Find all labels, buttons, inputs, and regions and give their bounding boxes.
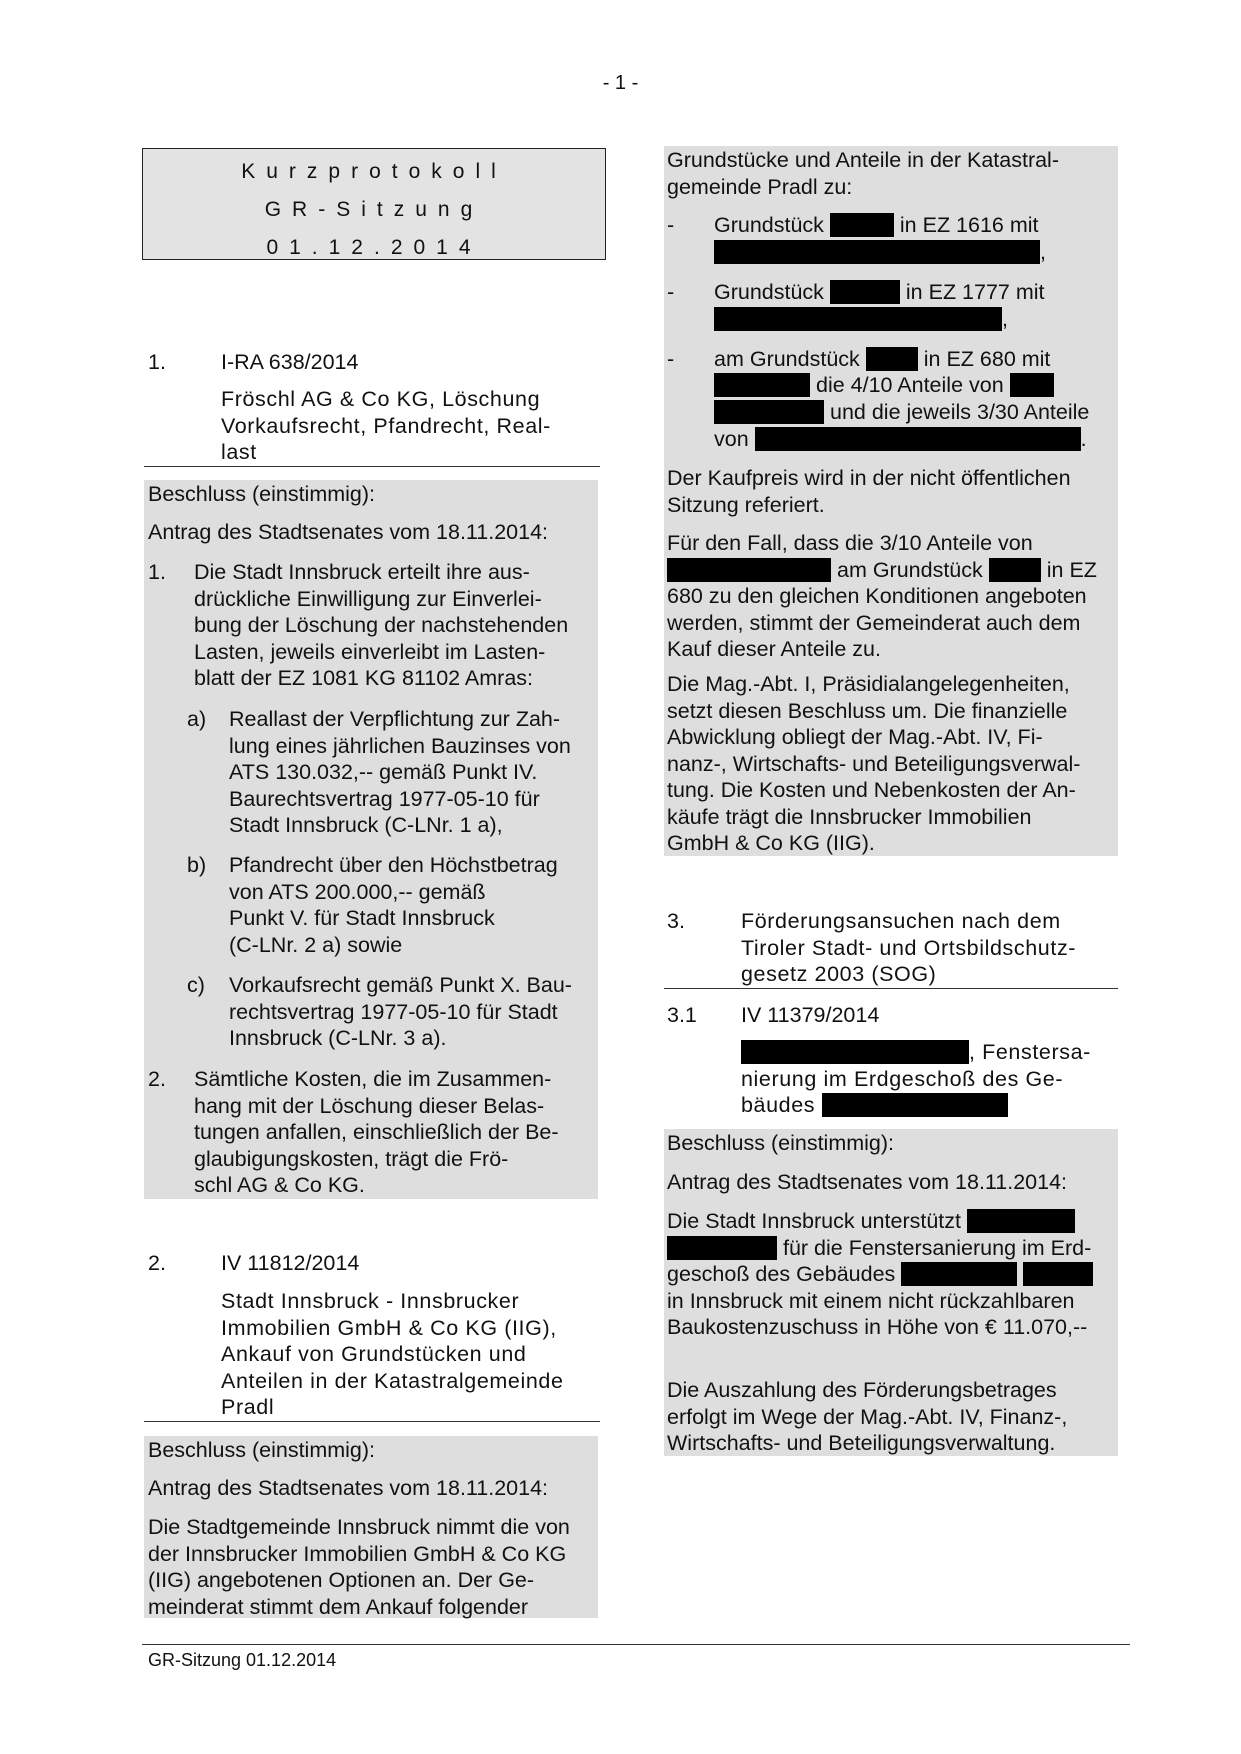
- item3-title: [741, 908, 1076, 988]
- text-span: Die Stadt Innsbruck unterstützt: [667, 1209, 961, 1233]
- parcel-3: [714, 346, 1050, 373]
- text-line: [667, 1208, 1093, 1235]
- list-dash: -: [667, 280, 675, 304]
- item1-title-line: Vorkaufsrecht, Pfandrecht, Real-: [221, 413, 551, 438]
- text-line: Grundstücke und Anteile in der Katastral-: [667, 148, 1059, 172]
- item2-title-line: Immobilien GmbH & Co KG (IIG),: [221, 1315, 557, 1340]
- text-span: von: [714, 427, 749, 451]
- item1-a-label: a): [187, 707, 207, 731]
- text-line: GmbH & Co KG (IIG).: [667, 831, 875, 855]
- item1-beschluss: Beschluss (einstimmig):: [148, 482, 375, 506]
- text-line: Vorkaufsrecht gemäß Punkt X. Bau-: [229, 973, 572, 997]
- title-box: [142, 148, 606, 260]
- text-span: am Grundstück: [714, 347, 860, 371]
- text-line: ATS 130.032,-- gemäß Punkt IV.: [229, 760, 538, 784]
- text-line: Kauf dieser Anteile zu.: [667, 637, 881, 661]
- text-line: [741, 1092, 1091, 1119]
- item2-ref: IV 11812/2014: [221, 1251, 360, 1275]
- item3-number: 3.: [667, 909, 685, 933]
- item1-b: [229, 852, 558, 958]
- item3-title-line: gesetz 2003 (SOG): [741, 962, 937, 986]
- text-line: Innsbruck (C-LNr. 3 a).: [229, 1026, 447, 1050]
- text-span: in EZ: [1046, 557, 1097, 582]
- text-line: der Innsbrucker Immobilien GmbH & Co KG: [148, 1541, 567, 1566]
- item1-p1-number: 1.: [148, 560, 166, 584]
- redaction: [830, 213, 894, 237]
- item3-body: [667, 1208, 1093, 1341]
- redaction: [866, 347, 918, 371]
- text-line: tungen anfallen, einschließlich der Be-: [194, 1120, 559, 1144]
- item1-ref: I-RA 638/2014: [221, 350, 359, 374]
- item3-beschluss: Beschluss (einstimmig):: [667, 1131, 894, 1155]
- text-line: [741, 1039, 1091, 1066]
- text-line: lung eines jährlichen Bauzinses von: [229, 733, 571, 758]
- redaction: [741, 1040, 969, 1064]
- item2-body: [148, 1514, 570, 1620]
- text-line: Die Stadt Innsbruck erteilt ihre aus-: [194, 560, 530, 584]
- text-line: Abwicklung obliegt der Mag.-Abt. IV, Fi-: [667, 725, 1043, 749]
- text-line: käufe trägt die Innsbrucker Immobilien: [667, 804, 1032, 829]
- text-line: Sitzung referiert.: [667, 492, 825, 517]
- text-line: rechtsvertrag 1977-05-10 für Stadt: [229, 999, 558, 1024]
- text-span: .: [1080, 427, 1087, 451]
- right-intro: [667, 147, 1059, 200]
- item2-title-line: Anteilen in der Katastralgemeinde: [221, 1368, 564, 1393]
- redaction: [714, 400, 824, 424]
- redaction: [989, 558, 1041, 582]
- divider: [144, 1421, 600, 1422]
- parcel-1: [714, 212, 1039, 239]
- parcel-1-owner: [714, 239, 1046, 266]
- text-line: Reallast der Verpflichtung zur Zah-: [229, 707, 561, 731]
- text-line: Baukostenzuschuss in Höhe von € 11.070,--: [667, 1315, 1088, 1339]
- text-line: 680 zu den gleichen Konditionen angeboten: [667, 584, 1087, 608]
- redaction: [822, 1093, 1008, 1117]
- divider: [664, 988, 1118, 989]
- text-line: blatt der EZ 1081 KG 81102 Amras:: [194, 666, 534, 690]
- redaction: [901, 1262, 1017, 1286]
- text-line: Stadt Innsbruck (C-LNr. 1 a),: [229, 813, 503, 837]
- text-line: Die Stadtgemeinde Innsbruck nimmt die von: [148, 1515, 570, 1539]
- text-span: am Grundstück: [836, 557, 983, 582]
- mag-abt-note: [667, 671, 1080, 857]
- text-span: in EZ 680 mit: [923, 347, 1051, 371]
- text-line: (IIG) angebotenen Optionen an. Der Ge-: [148, 1568, 535, 1592]
- text-line: in Innsbruck mit einem nicht rückzahlbaren: [667, 1288, 1075, 1313]
- parcel-2: [714, 279, 1045, 306]
- item3-antrag: Antrag des Stadtsenates vom 18.11.2014:: [667, 1170, 1068, 1194]
- text-span: für die Fenstersanierung im Erd-: [782, 1235, 1092, 1260]
- text-line: Der Kaufpreis wird in der nicht öffentlichen: [667, 466, 1071, 490]
- item1-a: [229, 706, 571, 839]
- redaction: [755, 427, 1081, 451]
- parcel-2-owner: [714, 306, 1008, 333]
- page-number: - 1 -: [602, 72, 639, 94]
- redaction: [714, 373, 810, 397]
- redaction: [714, 307, 1002, 331]
- item1-b-label: b): [187, 853, 207, 877]
- text-span: in EZ 1777 mit: [905, 280, 1045, 304]
- parcel-3-share-3: [714, 426, 1087, 453]
- item1-title-line: Fröschl AG & Co KG, Löschung: [221, 387, 541, 411]
- text-span: in EZ 1616 mit: [899, 213, 1039, 237]
- list-dash: -: [667, 213, 675, 237]
- item3-sub-number: 3.1: [667, 1003, 697, 1027]
- text-line: Punkt V. für Stadt Innsbruck: [229, 906, 495, 930]
- text-line: [667, 1261, 1093, 1288]
- text-span: ,: [1040, 240, 1046, 264]
- item2-title-line: Stadt Innsbruck - Innsbrucker: [221, 1289, 520, 1313]
- item2-title-line: Ankauf von Grundstücken und: [221, 1342, 527, 1366]
- text-line: (C-LNr. 2 a) sowie: [229, 932, 403, 957]
- item3-title-line: Tiroler Stadt- und Ortsbildschutz-: [741, 935, 1077, 960]
- text-line: Wirtschafts- und Beteiligungsverwaltung.: [667, 1431, 1056, 1455]
- text-line: gemeinde Pradl zu:: [667, 174, 853, 199]
- item2-title-line: Pradl: [221, 1395, 275, 1419]
- item3-ref: IV 11379/2014: [741, 1003, 880, 1027]
- item1-antrag: Antrag des Stadtsenates vom 18.11.2014:: [148, 520, 549, 544]
- footer-divider: [142, 1644, 1130, 1645]
- list-dash: -: [667, 347, 675, 371]
- redaction: [830, 280, 900, 304]
- text-line: hang mit der Löschung dieser Belas-: [194, 1093, 545, 1118]
- text-line: werden, stimmt der Gemeinderat auch dem: [667, 610, 1081, 635]
- text-line: nierung im Erdgeschoß des Ge-: [741, 1066, 1064, 1091]
- item1-number: 1.: [148, 350, 166, 374]
- parcel-3-share-1: [714, 372, 1054, 399]
- item2-number: 2.: [148, 1251, 166, 1275]
- item2-title: [221, 1288, 564, 1421]
- redaction: [1010, 373, 1054, 397]
- doc-session: GR-Sitzung: [264, 198, 484, 221]
- text-line: Die Auszahlung des Förderungsbetrages: [667, 1378, 1057, 1402]
- text-span: und die jeweils 3/30 Anteile: [829, 400, 1090, 424]
- text-span: , Fenstersa-: [969, 1040, 1091, 1064]
- text-line: erfolgt im Wege der Mag.-Abt. IV, Finanz-,: [667, 1404, 1068, 1429]
- item1-p2: [194, 1066, 559, 1199]
- item1-title: [221, 386, 551, 466]
- text-line: Lasten, jeweils einverleibt im Lasten-: [194, 639, 546, 664]
- text-line: meinderat stimmt dem Ankauf folgender: [148, 1594, 529, 1619]
- item3-title-line: Förderungsansuchen nach dem: [741, 909, 1061, 933]
- text-span: Grundstück: [714, 280, 824, 304]
- divider: [144, 466, 600, 467]
- redaction: [967, 1209, 1075, 1233]
- item2-beschluss: Beschluss (einstimmig):: [148, 1438, 375, 1462]
- text-line: nanz-, Wirtschafts- und Beteiligungsverwal-: [667, 751, 1081, 776]
- item2-antrag: Antrag des Stadtsenates vom 18.11.2014:: [148, 1476, 549, 1500]
- redaction: [1023, 1262, 1093, 1286]
- item1-p1: [194, 559, 568, 692]
- text-line: von ATS 200.000,-- gemäß: [229, 879, 486, 904]
- text-span: Grundstück: [714, 213, 824, 237]
- redaction: [714, 240, 1040, 264]
- doc-title: Kurzprotokoll: [241, 160, 507, 183]
- text-line: Die Mag.-Abt. I, Präsidialangelegenheiten,: [667, 672, 1070, 696]
- item1-title-line: last: [221, 440, 257, 464]
- item1-c: [229, 972, 572, 1052]
- doc-date: 01.12.2014: [266, 236, 482, 259]
- text-line: [667, 1235, 1093, 1262]
- text-line: Baurechtsvertrag 1977-05-10 für: [229, 786, 540, 811]
- text-line: bung der Löschung der nachstehenden: [194, 613, 569, 637]
- text-line: schl AG & Co KG.: [194, 1173, 365, 1197]
- text-line: setzt diesen Beschluss um. Die finanzielle: [667, 698, 1068, 723]
- text-span: ,: [1002, 307, 1008, 331]
- text-line: Für den Fall, dass die 3/10 Anteile von: [667, 531, 1033, 555]
- item1-c-label: c): [187, 973, 205, 997]
- text-span: die 4/10 Anteile von: [815, 373, 1004, 397]
- kaufpreis-note: [667, 465, 1071, 518]
- text-line: tung. Die Kosten und Nebenkosten der An-: [667, 778, 1076, 802]
- item3-payment: [667, 1377, 1067, 1457]
- parcel-3-share-2: [714, 399, 1089, 426]
- item1-p2-number: 2.: [148, 1067, 166, 1091]
- redaction: [667, 558, 831, 582]
- text-line: glaubigungskosten, trägt die Frö-: [194, 1146, 509, 1171]
- text-line: Pfandrecht über den Höchstbetrag: [229, 853, 558, 877]
- fall-clause: [667, 530, 1097, 663]
- text-line: drückliche Einwilligung zur Einverlei-: [194, 586, 542, 611]
- text-line: Sämtliche Kosten, die im Zusammen-: [194, 1067, 552, 1091]
- text-span: bäudes: [741, 1093, 816, 1117]
- redaction: [667, 1236, 777, 1260]
- text-span: geschoß des Gebäudes: [667, 1262, 896, 1286]
- item3-subject: [741, 1039, 1091, 1119]
- footer-text: GR-Sitzung 01.12.2014: [148, 1650, 337, 1670]
- text-line: [667, 557, 1097, 584]
